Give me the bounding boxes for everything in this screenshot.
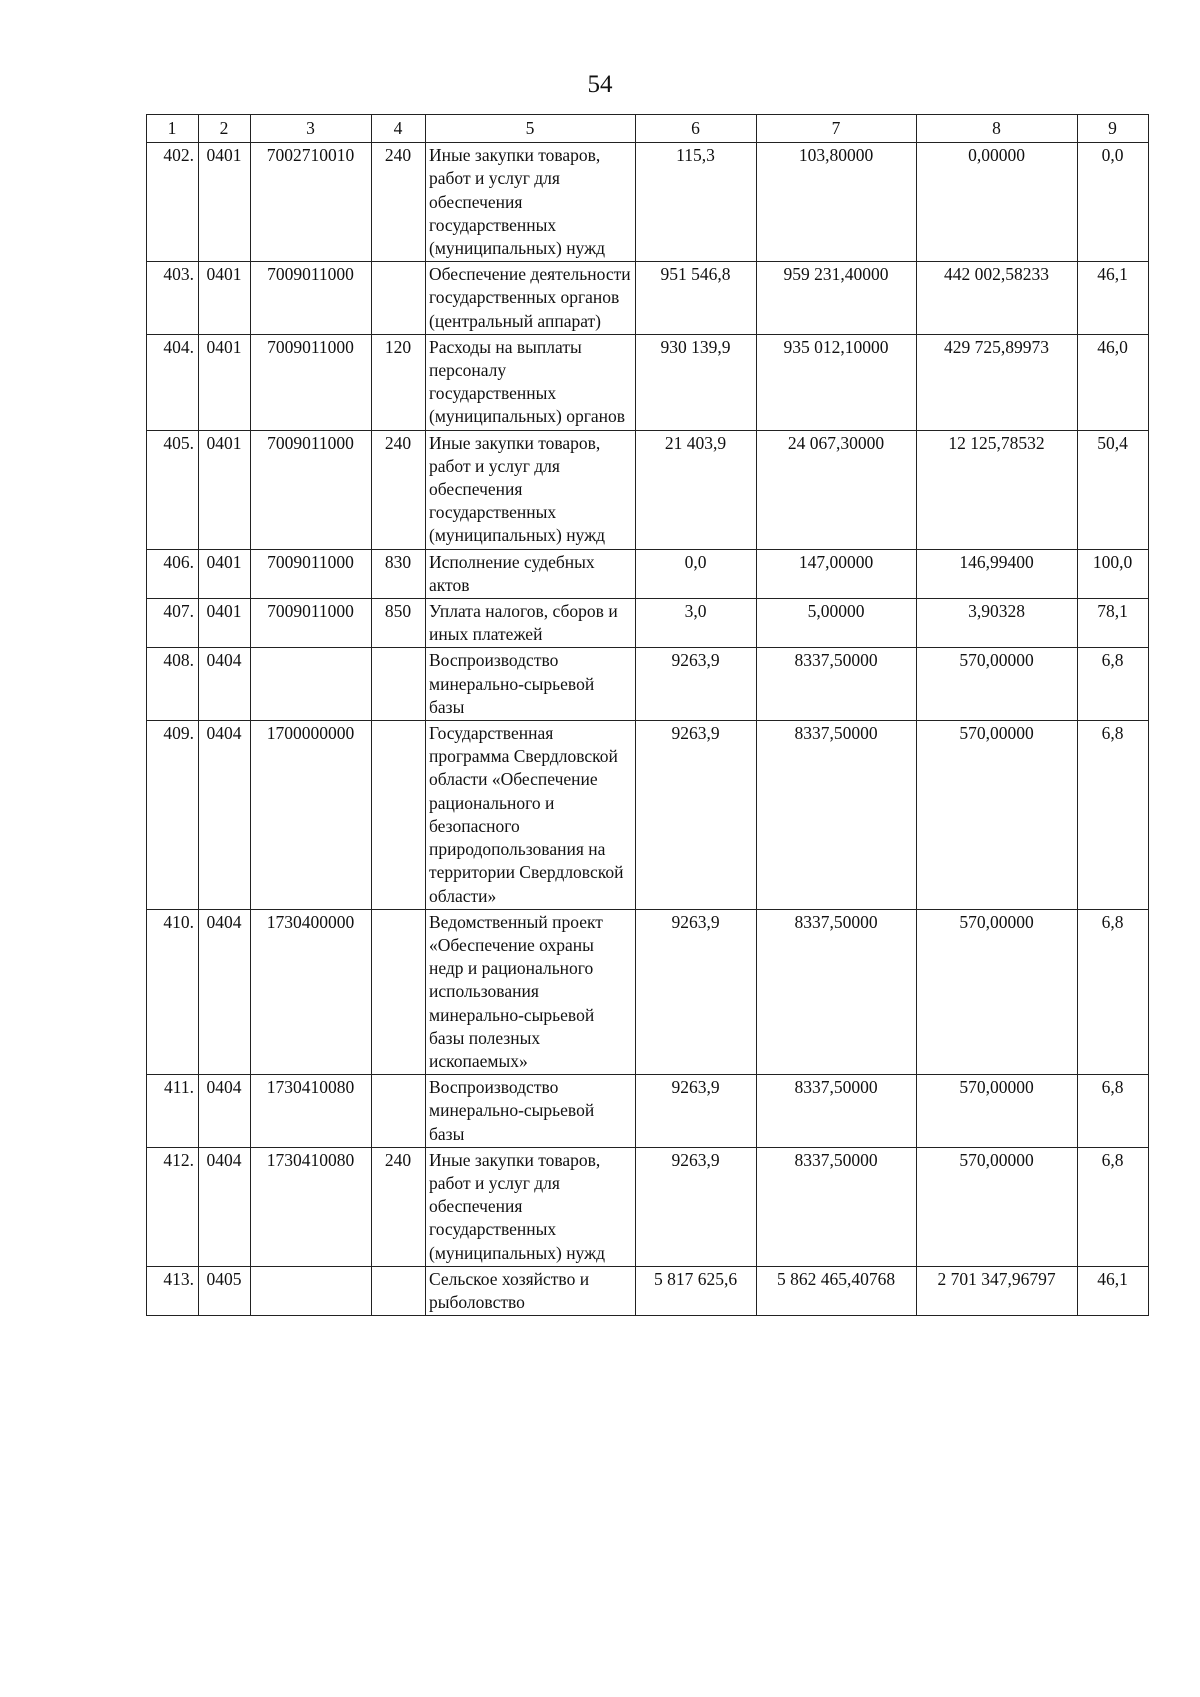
- column-header: 5: [426, 115, 636, 143]
- item-name-cell: Сельское хозяйство и рыболовство: [426, 1266, 636, 1315]
- table-row: [147, 334, 1149, 430]
- target-item-code-cell: 7009011000: [251, 262, 372, 335]
- budget-table: [146, 114, 1149, 1316]
- row-number-cell: 409.: [147, 721, 199, 910]
- table-row: [147, 262, 1149, 335]
- planned-amount-cell: 8337,50000: [757, 648, 917, 721]
- approved-amount-cell: 9263,9: [636, 648, 757, 721]
- executed-amount-cell: 0,00000: [917, 143, 1078, 262]
- header-row: [147, 115, 1149, 143]
- execution-percent-cell: 6,8: [1078, 721, 1149, 910]
- row-number-cell: 408.: [147, 648, 199, 721]
- section-code-cell: 0401: [199, 262, 251, 335]
- section-code-cell: 0401: [199, 549, 251, 598]
- section-code-cell: 0405: [199, 1266, 251, 1315]
- page-number: 54: [587, 71, 613, 98]
- item-name-cell: Расходы на выплаты персоналу государственных (муниципальных) органов: [426, 334, 636, 430]
- table-row: [147, 721, 1149, 910]
- target-item-code-cell: [251, 1266, 372, 1315]
- section-code-cell: 0401: [199, 143, 251, 262]
- approved-amount-cell: 9263,9: [636, 1075, 757, 1148]
- table-row: [147, 143, 1149, 262]
- planned-amount-cell: 8337,50000: [757, 721, 917, 910]
- expense-type-code-cell: [372, 1075, 426, 1148]
- table-row: [147, 909, 1149, 1074]
- row-number-cell: 406.: [147, 549, 199, 598]
- planned-amount-cell: 8337,50000: [757, 1147, 917, 1266]
- row-number-cell: 403.: [147, 262, 199, 335]
- item-name-cell: Иные закупки товаров, работ и услуг для обеспечения государственных (муниципальных) нужд: [426, 143, 636, 262]
- expense-type-code-cell: 240: [372, 1147, 426, 1266]
- approved-amount-cell: 115,3: [636, 143, 757, 262]
- executed-amount-cell: 570,00000: [917, 1075, 1078, 1148]
- execution-percent-cell: 0,0: [1078, 143, 1149, 262]
- planned-amount-cell: 8337,50000: [757, 1075, 917, 1148]
- target-item-code-cell: 1730410080: [251, 1147, 372, 1266]
- row-number-cell: 411.: [147, 1075, 199, 1148]
- section-code-cell: 0404: [199, 648, 251, 721]
- item-name-cell: Уплата налогов, сборов и иных платежей: [426, 599, 636, 648]
- executed-amount-cell: 570,00000: [917, 721, 1078, 910]
- column-header: 8: [917, 115, 1078, 143]
- expense-type-code-cell: 830: [372, 549, 426, 598]
- approved-amount-cell: 930 139,9: [636, 334, 757, 430]
- target-item-code-cell: 7002710010: [251, 143, 372, 262]
- row-number-cell: 402.: [147, 143, 199, 262]
- expense-type-code-cell: [372, 721, 426, 910]
- table-row: [147, 599, 1149, 648]
- target-item-code-cell: [251, 648, 372, 721]
- execution-percent-cell: 6,8: [1078, 909, 1149, 1074]
- item-name-cell: Государственная программа Свердловской области «Обеспечение рационального и безопасного природопользования на территории Свердловской области»: [426, 721, 636, 910]
- item-name-cell: Иные закупки товаров, работ и услуг для обеспечения государственных (муниципальных) нужд: [426, 430, 636, 549]
- item-name-cell: Воспроизводство минерально-сырьевой базы: [426, 1075, 636, 1148]
- executed-amount-cell: 12 125,78532: [917, 430, 1078, 549]
- column-header: 4: [372, 115, 426, 143]
- executed-amount-cell: 2 701 347,96797: [917, 1266, 1078, 1315]
- execution-percent-cell: 46,1: [1078, 262, 1149, 335]
- row-number-cell: 405.: [147, 430, 199, 549]
- expense-type-code-cell: 850: [372, 599, 426, 648]
- planned-amount-cell: 8337,50000: [757, 909, 917, 1074]
- approved-amount-cell: 951 546,8: [636, 262, 757, 335]
- executed-amount-cell: 442 002,58233: [917, 262, 1078, 335]
- expense-type-code-cell: 240: [372, 430, 426, 549]
- executed-amount-cell: 429 725,89973: [917, 334, 1078, 430]
- row-number-cell: 412.: [147, 1147, 199, 1266]
- column-header: 9: [1078, 115, 1149, 143]
- expense-type-code-cell: [372, 648, 426, 721]
- table-row: [147, 1147, 1149, 1266]
- expense-type-code-cell: 120: [372, 334, 426, 430]
- planned-amount-cell: 24 067,30000: [757, 430, 917, 549]
- planned-amount-cell: 959 231,40000: [757, 262, 917, 335]
- row-number-cell: 407.: [147, 599, 199, 648]
- approved-amount-cell: 9263,9: [636, 721, 757, 910]
- row-number-cell: 404.: [147, 334, 199, 430]
- planned-amount-cell: 935 012,10000: [757, 334, 917, 430]
- item-name-cell: Обеспечение деятельности государственных органов (центральный аппарат): [426, 262, 636, 335]
- executed-amount-cell: 146,99400: [917, 549, 1078, 598]
- target-item-code-cell: 7009011000: [251, 599, 372, 648]
- expense-type-code-cell: [372, 262, 426, 335]
- planned-amount-cell: 5,00000: [757, 599, 917, 648]
- executed-amount-cell: 570,00000: [917, 648, 1078, 721]
- execution-percent-cell: 6,8: [1078, 648, 1149, 721]
- column-header: 1: [147, 115, 199, 143]
- item-name-cell: Воспроизводство минерально-сырьевой базы: [426, 648, 636, 721]
- execution-percent-cell: 46,0: [1078, 334, 1149, 430]
- column-header: 6: [636, 115, 757, 143]
- execution-percent-cell: 100,0: [1078, 549, 1149, 598]
- approved-amount-cell: 3,0: [636, 599, 757, 648]
- item-name-cell: Ведомственный проект «Обеспечение охраны недр и рационального использования минерально-сырьевой базы полезных ископаемых»: [426, 909, 636, 1074]
- row-number-cell: 410.: [147, 909, 199, 1074]
- table-row: [147, 1266, 1149, 1315]
- column-header: 3: [251, 115, 372, 143]
- row-number-cell: 413.: [147, 1266, 199, 1315]
- executed-amount-cell: 3,90328: [917, 599, 1078, 648]
- target-item-code-cell: 7009011000: [251, 549, 372, 598]
- execution-percent-cell: 50,4: [1078, 430, 1149, 549]
- approved-amount-cell: 0,0: [636, 549, 757, 598]
- table-row: [147, 430, 1149, 549]
- execution-percent-cell: 46,1: [1078, 1266, 1149, 1315]
- table-row: [147, 648, 1149, 721]
- column-header: 7: [757, 115, 917, 143]
- target-item-code-cell: 1730410080: [251, 1075, 372, 1148]
- column-header: 2: [199, 115, 251, 143]
- planned-amount-cell: 5 862 465,40768: [757, 1266, 917, 1315]
- section-code-cell: 0404: [199, 721, 251, 910]
- executed-amount-cell: 570,00000: [917, 1147, 1078, 1266]
- approved-amount-cell: 9263,9: [636, 909, 757, 1074]
- planned-amount-cell: 147,00000: [757, 549, 917, 598]
- target-item-code-cell: 7009011000: [251, 430, 372, 549]
- approved-amount-cell: 9263,9: [636, 1147, 757, 1266]
- section-code-cell: 0404: [199, 1075, 251, 1148]
- approved-amount-cell: 5 817 625,6: [636, 1266, 757, 1315]
- execution-percent-cell: 6,8: [1078, 1075, 1149, 1148]
- section-code-cell: 0404: [199, 1147, 251, 1266]
- section-code-cell: 0401: [199, 599, 251, 648]
- executed-amount-cell: 570,00000: [917, 909, 1078, 1074]
- section-code-cell: 0401: [199, 334, 251, 430]
- item-name-cell: Исполнение судебных актов: [426, 549, 636, 598]
- approved-amount-cell: 21 403,9: [636, 430, 757, 549]
- table-row: [147, 549, 1149, 598]
- section-code-cell: 0404: [199, 909, 251, 1074]
- item-name-cell: Иные закупки товаров, работ и услуг для обеспечения государственных (муниципальных) нужд: [426, 1147, 636, 1266]
- execution-percent-cell: 78,1: [1078, 599, 1149, 648]
- section-code-cell: 0401: [199, 430, 251, 549]
- target-item-code-cell: 1700000000: [251, 721, 372, 910]
- expense-type-code-cell: [372, 909, 426, 1074]
- table-row: [147, 1075, 1149, 1148]
- target-item-code-cell: 1730400000: [251, 909, 372, 1074]
- table-body: [147, 143, 1149, 1316]
- expense-type-code-cell: [372, 1266, 426, 1315]
- target-item-code-cell: 7009011000: [251, 334, 372, 430]
- execution-percent-cell: 6,8: [1078, 1147, 1149, 1266]
- expense-type-code-cell: 240: [372, 143, 426, 262]
- planned-amount-cell: 103,80000: [757, 143, 917, 262]
